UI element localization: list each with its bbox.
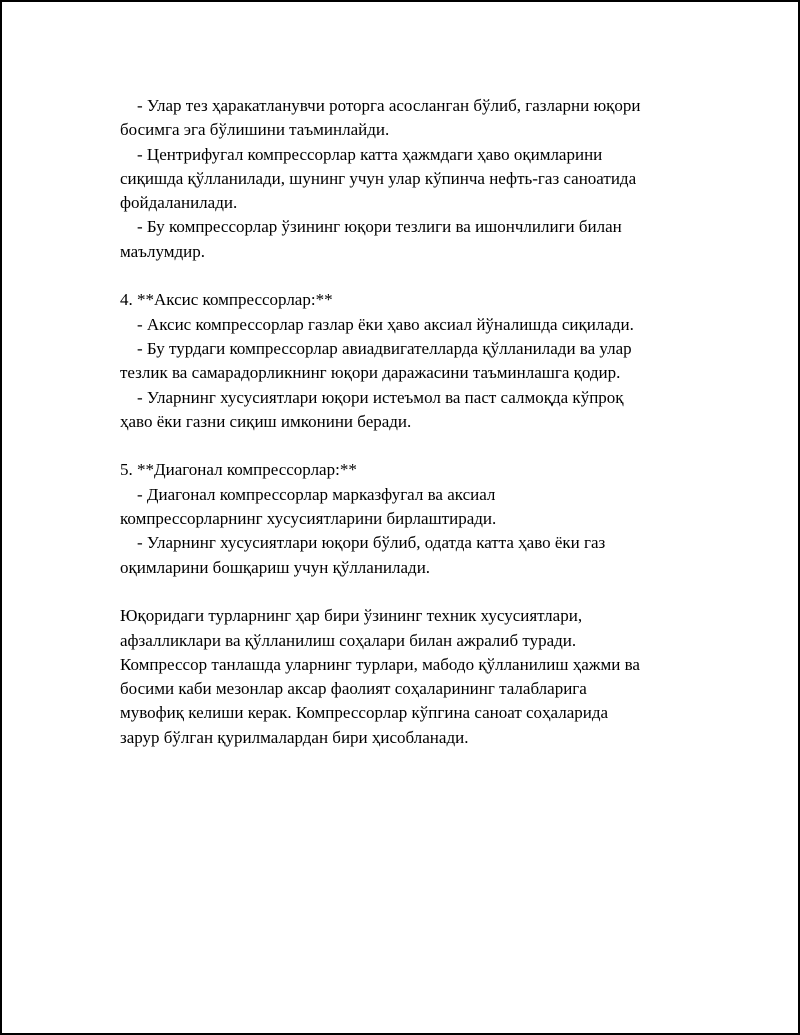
document-body — [120, 94, 700, 750]
text-line: оқимларини бошқариш учун қўлланилади. — [120, 557, 431, 577]
text-line: - Уларнинг хусусиятлари юқори истеъмол ва паст салмоқда кўпроқ — [120, 387, 624, 407]
text-line: Компрессор танлашда уларнинг турлари, мабодо қўлланилиш ҳажми ва — [120, 654, 640, 674]
text-line: компрессорларнинг хусусиятларини бирлаштиради. — [120, 509, 497, 529]
text-line: - Бу компрессорлар ўзининг юқори тезлиги ва ишончлилиги билан — [120, 217, 622, 237]
text-line: - Уларнинг хусусиятлари юқори бўлиб, одатда катта ҳаво ёки газ — [120, 533, 606, 553]
text-line: - Улар тез ҳаракатланувчи роторга асосланган бўлиб, газларни юқори — [120, 96, 641, 115]
text-line: - Центрифугал компрессорлар катта ҳажмдаги ҳаво оқимларини — [120, 144, 603, 164]
blank-line — [120, 434, 700, 458]
text-line: мувофиқ келиши керак. Компрессорлар кўпгина саноат соҳаларида — [120, 703, 609, 723]
text-line: зарур бўлган қурилмалардан бири ҳисобланади. — [120, 727, 469, 747]
text-line: босимга эга бўлишини таъминлайди. — [120, 120, 390, 140]
text-line: - Бу турдаги компрессорлар авиадвигателларда қўлланилади ва улар — [120, 338, 632, 358]
text-line: 5. **Диагонал компрессорлар:** — [120, 460, 357, 480]
text-line: фойдаланилади. — [120, 193, 238, 213]
text-line: афзалликлари ва қўлланилиш соҳалари билан ажралиб туради. — [120, 630, 577, 650]
text-line: босими каби мезонлар аксар фаолият соҳаларининг талабларига — [120, 679, 587, 699]
blank-line — [120, 264, 700, 288]
blank-line — [120, 580, 700, 604]
text-line: тезлик ва самарадорликнинг юқори даражасини таъминлашга қодир. — [120, 363, 621, 383]
text-line: Юқоридаги турларнинг ҳар бири ўзининг техник хусусиятлари, — [120, 606, 583, 626]
text-line: сиқишда қўлланилади, шунинг учун улар кўпинча нефть-газ саноатида — [120, 168, 637, 188]
text-line: - Аксис компрессорлар газлар ёки ҳаво аксиал йўналишда сиқилади. — [120, 314, 634, 334]
text-line: - Диагонал компрессорлар марказфугал ва аксиал — [120, 484, 496, 504]
text-line: ҳаво ёки газни сиқиш имконини беради. — [120, 411, 412, 431]
text-line: маълумдир. — [120, 241, 205, 261]
text-line: 4. **Аксис компрессорлар:** — [120, 290, 333, 310]
